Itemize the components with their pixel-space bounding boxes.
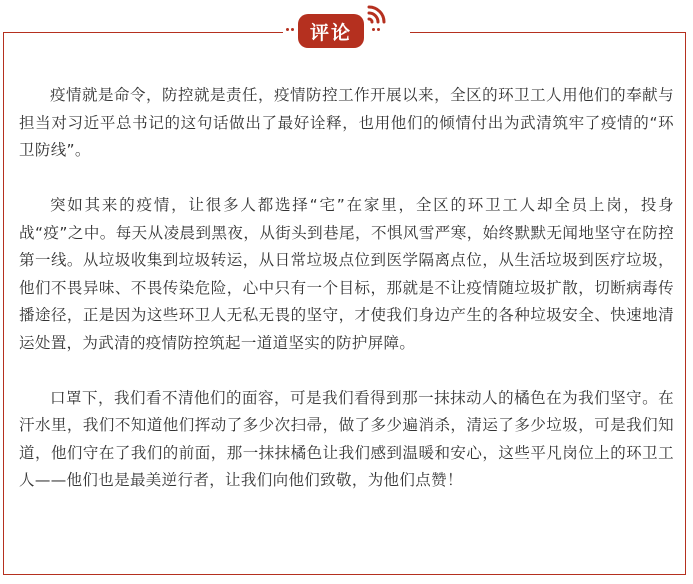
signal-waves-icon <box>364 2 388 26</box>
article-paragraph: 突如其来的疫情，让很多人都选择“宅”在家里，全区的环卫工人却全员上岗，投身战“疫”之中。每天从凌晨到黑夜，从街头到巷尾，不惧风雪严寒，始终默默无闻地坚守在防控第一线。从垃圾收集到垃圾转运，从日常垃圾点位到医学隔离点位，从生活垃圾到医疗垃圾，他们不畏异味、不畏传染危险，心中只有一个目标，那就是不让疫情随垃圾扩散，切断病毒传播途径，正是因为这些环卫人无私无畏的坚守，才使我们身边产生的各种垃圾安全、快速地清运处置，为武清的疫情防控筑起一道道坚实的防护屏障。 <box>19 196 674 352</box>
dot <box>286 28 289 31</box>
dot <box>372 28 375 31</box>
decorative-dots-right <box>372 28 382 32</box>
section-badge-label: 评论 <box>309 21 352 44</box>
article-body <box>19 82 674 495</box>
section-badge <box>298 14 364 48</box>
dot <box>377 28 380 31</box>
dot <box>291 28 294 31</box>
article-paragraph: 疫情就是命令，防控就是责任，疫情防控工作开展以来，全区的环卫工人用他们的奉献与担当对习近平总书记的这句话做出了最好诠释，也用他们的倾情付出为武清筑牢了疫情的“环卫防线”。 <box>19 86 674 159</box>
decorative-dots-left <box>286 28 296 32</box>
section-header <box>0 0 693 52</box>
article-paragraph: 口罩下，我们看不清他们的面容，可是我们看得到那一抹抹动人的橘色在为我们坚守。在汗水里，我们不知道他们挥动了多少次扫帚，做了多少遍消杀，清运了多少垃圾，可是我们知道，他们守在了我们的前面，那一抹抹橘色让我们感到温暖和安心，这些平凡岗位上的环卫工人——他们也是最美逆行者，让我们向他们致敬，为他们点赞！ <box>19 388 674 489</box>
